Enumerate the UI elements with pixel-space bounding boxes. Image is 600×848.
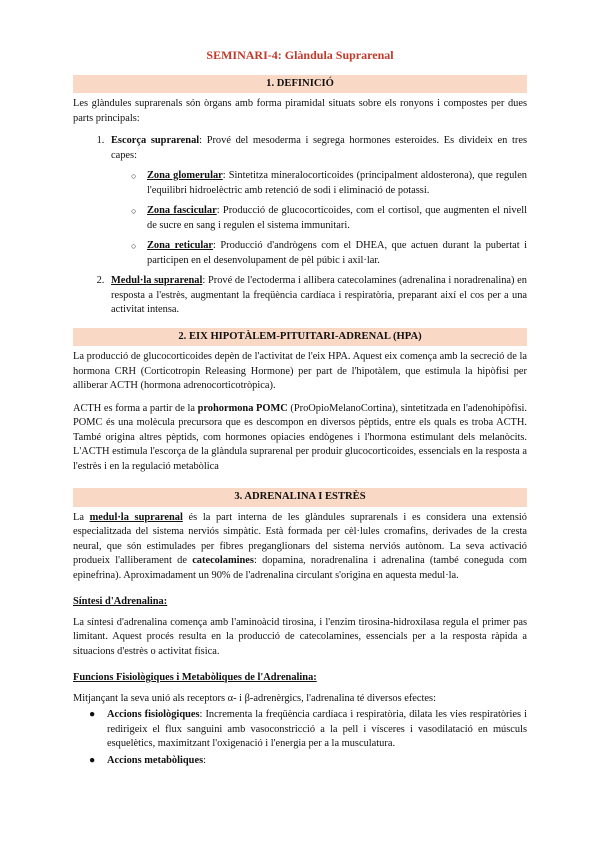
adr-p1-text-a: La [73, 511, 90, 523]
sintesi-paragraph: La síntesi d'adrenalina comença amb l'aminoàcid tirosina, i l'enzim tirosina-hidroxilasa regula el primer pas limitant. Aquest procés resulta en la producció de catecolamines, essencials per a la resposta ràpida a situacions d'estrès o activitat física. [73, 616, 527, 657]
disc-bullet-icon: ● [89, 709, 96, 720]
term-prohormona-pomc: prohormona POMC [197, 402, 288, 414]
hpa-p2-text-a: ACTH es forma a partir de la [73, 402, 198, 414]
text-medulla: : Prové de l'ectoderma i allibera catecolamines (adrenalina i noradrenalina) en resposta a l'estrès, augmentant la freqüència cardíaca i respiratòria, preparant així el cos per a una activitat intensa. [111, 275, 527, 315]
adr-p1-text-c: és la part interna de les glàndules suprarenals i es considera una extensió especialitzada del sistema nerviós simpàtic. Està formada per cèl·lules cromafins, derivades de la cresta neural, que són estimulades per fibres preganglionars del sistema nerviós autònom. La seva activació produeix l'alliberament de [73, 511, 528, 566]
disc-bullet-icon: ● [89, 754, 96, 766]
list-item-medulla [107, 274, 527, 318]
section-heading-adrenalina: 3. ADRENALINA I ESTRÈS [73, 488, 527, 507]
hpa-paragraph-1: La producció de glucocorticoides depèn de l'activitat de l'eix HPA. Aquest eix comença amb la secreció de la hormona CRH (Corticotropin Releasing Hormone) per part de l'hipotàlem, que estimula la hipòfisi per alliberar ACTH (hormona adrenocorticotròpica). [73, 351, 527, 391]
text-zona-glomerular: : Sintetitza mineralocorticoides (principalment aldosterona), que regulen l'equilibri hidroelèctric amb retenció de sodi i eliminació de potassi. [147, 170, 527, 196]
text-zona-fascicular: : Producció de glucocorticoides, com el cortisol, que augmenten el nivell de sucre en sang i regulen el sistema immunitari. [147, 205, 527, 231]
text-escorca: : Prové del mesoderma i segrega hormones esteroides. Es divideix en tres capes: [111, 135, 527, 161]
term-medulla-suprarenal: medul·la suprarenal [89, 511, 183, 523]
section-heading-eix-hpa: 2. EIX HIPOTÀLEM-PITUITARI-ADRENAL (HPA) [73, 328, 527, 347]
term-catecolamines: catecolamines [192, 555, 254, 566]
term-accions-fisiologiques: Accions fisiològiques [107, 709, 200, 720]
adrenalina-paragraph-1 [73, 511, 527, 584]
term-medulla: Medul·la suprarenal [111, 275, 203, 286]
list-item-escorca [107, 134, 527, 268]
zones-list [111, 169, 527, 268]
adr-p1-text-e: : dopamina, noradrenalina i adrenalina (també coneguda com epinefrina). Aproximadament un 90% de l'adrenalina circulant s'origina en aquesta medul·la. [73, 555, 527, 581]
circle-bullet-icon: ○ [131, 241, 137, 251]
list-item-zona-fascicular [131, 204, 527, 233]
section-heading-definicio: 1. DEFINICIÓ [73, 75, 527, 94]
text-accions-fisiologiques: : Incrementa la freqüència cardíaca i respiratòria, dilata les vies respiratòries i redirigeix el flux sanguini amb vasoconstricció a la pell i vísceres i vasodilatació en músculs esquelètics, maximitzant l'oxigenació i l'energia per a la musculatura. [107, 709, 527, 749]
list-item-accions-fisiologiques [87, 708, 527, 752]
definicio-list [73, 134, 527, 318]
circle-bullet-icon: ○ [131, 171, 137, 181]
text-accions-metaboliques: : [203, 754, 207, 766]
funcions-list [73, 708, 527, 768]
term-zona-reticular: Zona reticular [147, 240, 214, 251]
list-item-accions-metaboliques [87, 754, 527, 769]
funcions-intro: Mitjançant la seva unió als receptors α- i β-adrenèrgics, l'adrenalina té diversos efectes: [73, 692, 436, 704]
text-zona-reticular: : Producció d'andrògens com el DHEA, que actuen durant la pubertat i participen en el desenvolupament de pèl púbic i axil·lar. [147, 240, 527, 266]
term-zona-glomerular: Zona glomerular [147, 170, 223, 181]
term-accions-metaboliques: Accions metabòliques [107, 754, 204, 766]
subheading-funcions: Funcions Fisiològiques i Metabòliques de l'Adrenalina: [73, 672, 317, 683]
hpa-p2-text-c: (ProOpioMelanoCortina), sintetitzada en l'adenohipòfisi. POMC és una molècula precursora que es descompon en diversos pèptids, entre els quals es troba ACTH. També origina altres pèptids, com hormones opiacies endògenes i l'hormona estimulant dels melanòcits. L'ACTH estimula l'escorça de la glàndula suprarenal per produir glucocorticoides, essencials en la resposta a l'estrès i en la regulació metabòlica [73, 402, 527, 472]
list-item-zona-glomerular [131, 169, 527, 198]
definicio-intro: Les glàndules suprarenals són òrgans amb forma piramidal situats sobre els ronyons i compostes per dues parts principals: [73, 98, 527, 124]
circle-bullet-icon: ○ [131, 206, 137, 216]
hpa-paragraph-2 [73, 402, 527, 475]
document-title: SEMINARI-4: Glàndula Suprarenal [206, 48, 394, 62]
term-zona-fascicular: Zona fascicular [147, 205, 217, 216]
list-item-zona-reticular [131, 239, 527, 268]
subheading-sintesi: Síntesi d'Adrenalina: [73, 596, 168, 607]
term-escorca: Escorça suprarenal [111, 135, 200, 146]
